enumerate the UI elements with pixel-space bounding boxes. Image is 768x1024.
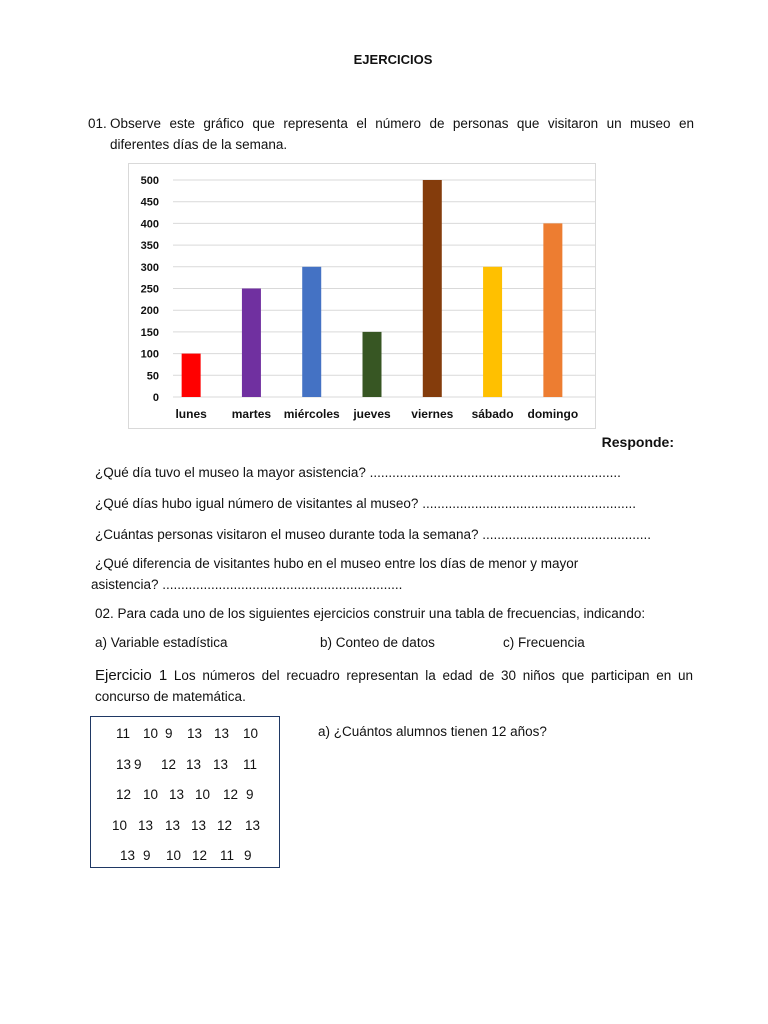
question-a-12-anios: a) ¿Cuántos alumnos tienen 12 años? [318,724,547,739]
age-value: 11 [116,726,131,741]
age-value: 13 [213,756,229,772]
age-value: 12 [217,817,233,833]
ages-row [91,726,279,746]
ages-row [91,757,279,777]
ages-row [91,818,279,838]
page-title: EJERCICIOS [353,52,433,67]
question-igual-visitantes: ¿Qué días hubo igual número de visitantes al museo? ......................................................... [95,496,636,511]
ages-row [91,848,279,868]
age-value: 11 [243,756,258,772]
question-diferencia-cont: asistencia? ................................................................ [91,577,403,592]
option-conteo: b) Conteo de datos [320,635,435,650]
y-tick-label: 300 [140,261,159,274]
x-tick-label: domingo [527,407,579,421]
question-diferencia: ¿Qué diferencia de visitantes hubo en el museo entre los días de menor y mayor [95,556,579,571]
x-tick-label: martes [231,407,272,421]
y-tick-label: 150 [140,326,159,339]
age-value: 13 [214,726,230,741]
x-tick-label: miércoles [283,407,340,421]
y-tick-label: 350 [140,240,159,253]
question-01 [88,113,694,155]
age-value: 9 [246,787,254,802]
age-value: 13 [186,756,202,772]
bar-chart [128,163,596,429]
options-row [0,635,768,655]
responde-heading: Responde: [601,434,674,450]
bar-4 [423,180,442,397]
y-tick-label: 500 [140,175,159,187]
chart-svg [129,164,595,428]
x-tick-label: viernes [411,407,454,421]
age-value: 13 [165,817,181,833]
age-value: 12 [192,848,208,863]
x-tick-label: jueves [353,407,391,421]
bar-5 [483,267,502,397]
age-value: 13 [116,756,132,772]
y-tick-label: 400 [140,218,159,231]
age-value: 9 [134,756,142,772]
question-02: 02. Para cada uno de los siguientes ejercicios construir una tabla de frecuencias, indicando: [95,606,646,621]
y-tick-label: 450 [140,196,159,209]
ages-box [90,716,280,868]
age-value: 13 [245,817,261,833]
age-value: 12 [161,756,177,772]
question-number: 01. [88,116,107,131]
x-tick-label: sábado [471,407,514,421]
option-frecuencia: c) Frecuencia [503,635,585,650]
y-tick-label: 50 [146,370,159,383]
age-value: 10 [195,787,211,802]
ejercicio-1-text: Los números del recuadro representan la edad de 30 niños que participan en un concurso de matemática. [95,668,693,704]
x-tick-label: lunes [175,407,207,421]
age-value: 10 [143,787,159,802]
option-variable: a) Variable estadística [95,635,228,650]
age-value: 10 [112,817,128,833]
question-mayor-asistencia: ¿Qué día tuvo el museo la mayor asistencia? ................................................................... [95,465,621,480]
bar-6 [543,223,562,397]
y-tick-label: 0 [152,392,159,404]
bar-2 [302,267,321,397]
age-value: 9 [165,726,173,741]
y-tick-label: 250 [140,283,159,296]
ejercicio-1 [95,665,693,707]
question-text: Observe este gráfico que representa el número de personas que visitaron un museo en diferentes días de la semana. [110,116,694,152]
y-tick-label: 100 [140,348,159,361]
ages-row [91,787,279,807]
age-value: 13 [187,726,203,741]
bar-0 [182,354,201,397]
age-value: 10 [243,726,259,741]
bar-1 [242,289,261,398]
age-value: 13 [138,817,154,833]
age-value: 10 [166,848,182,863]
age-value: 12 [223,787,239,802]
age-value: 12 [116,787,132,802]
age-value: 9 [244,848,252,863]
bar-3 [363,332,382,397]
ejercicio-1-label: Ejercicio 1 [95,667,168,684]
age-value: 13 [169,787,185,802]
y-tick-label: 200 [140,305,159,318]
age-value: 11 [220,848,235,863]
age-value: 13 [191,817,207,833]
question-total-semana: ¿Cuántas personas visitaron el museo durante toda la semana? ............................................. [95,527,652,542]
age-value: 13 [120,848,136,863]
age-value: 10 [143,726,159,741]
age-value: 9 [143,848,151,863]
